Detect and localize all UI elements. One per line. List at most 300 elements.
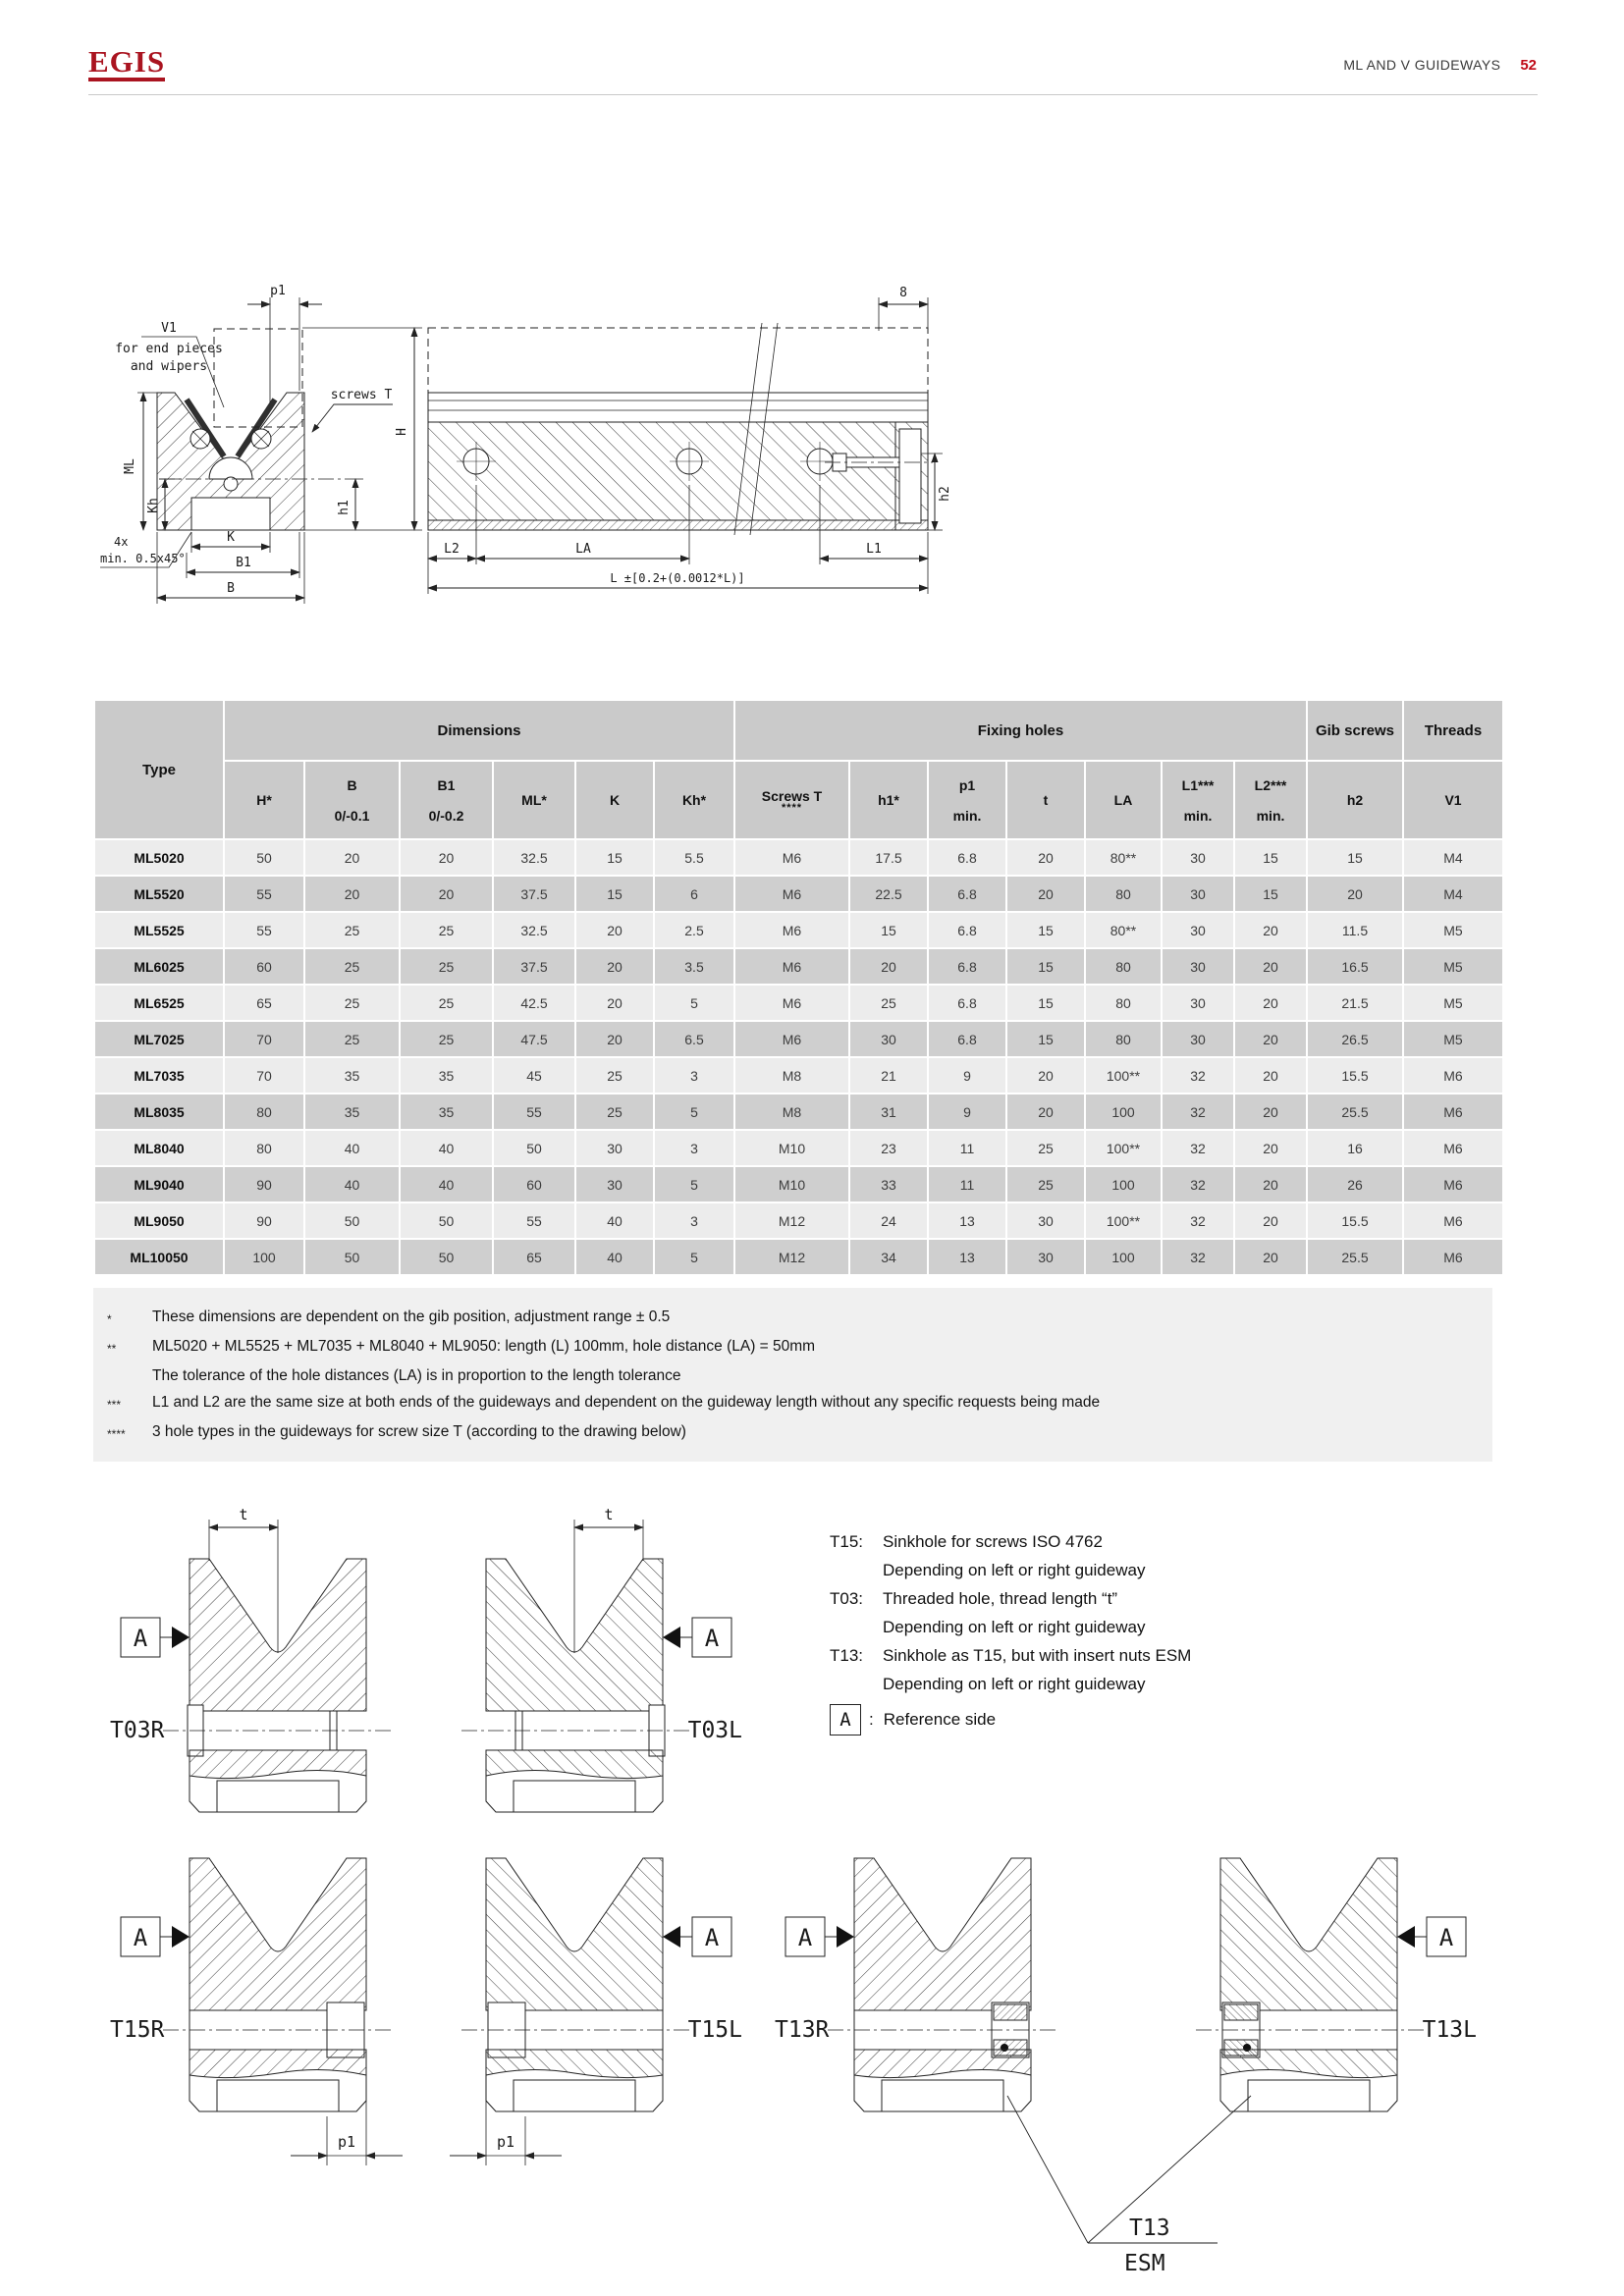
cell: 20 (1235, 913, 1306, 947)
table-row (95, 913, 1502, 947)
chamfer-note-1: 4x (114, 535, 129, 549)
cell: 21 (850, 1058, 927, 1093)
cell: 32 (1163, 1058, 1233, 1093)
cell: 9 (929, 1095, 1005, 1129)
table-row (95, 1095, 1502, 1129)
cell: 32.5 (494, 840, 574, 875)
t13-esm-callout (923, 2081, 1345, 2287)
dim-h1: h1 (337, 500, 352, 515)
vblock-body (189, 1858, 366, 2010)
row-type: ML9050 (95, 1203, 223, 1238)
cell: 15 (1235, 840, 1306, 875)
dim-ml: ML (123, 458, 137, 474)
cell: 5 (655, 1095, 733, 1129)
cell: 15 (1007, 1022, 1084, 1056)
cell: 20 (576, 949, 653, 984)
cell: 32 (1163, 1167, 1233, 1201)
cell: M6 (735, 986, 848, 1020)
cell: 25.5 (1308, 1095, 1402, 1129)
column-header: L2*** min. (1235, 762, 1306, 838)
cell: 100 (1086, 1095, 1161, 1129)
cell: M6 (735, 840, 848, 875)
cell: M5 (1404, 1022, 1502, 1056)
row-type: ML8035 (95, 1095, 223, 1129)
cell: 24 (850, 1203, 927, 1238)
cell: 33 (850, 1167, 927, 1201)
table-row (95, 1022, 1502, 1056)
cell: 40 (576, 1240, 653, 1274)
cell: 30 (1163, 986, 1233, 1020)
reference-letter: A (133, 1924, 148, 1951)
column-header: V1 (1404, 762, 1502, 838)
cell: 5.5 (655, 840, 733, 875)
cell: 25 (576, 1058, 653, 1093)
callout-t13: T13 (1129, 2216, 1170, 2241)
vblock-foot (217, 2080, 339, 2111)
drawing-label: T13L (1422, 2017, 1477, 2043)
table-row (95, 1131, 1502, 1165)
cell: 35 (305, 1095, 399, 1129)
cell: 22.5 (850, 877, 927, 911)
table-row (95, 840, 1502, 875)
cell: 16.5 (1308, 949, 1402, 984)
row-type: ML10050 (95, 1240, 223, 1274)
cell: 42.5 (494, 986, 574, 1020)
dim-l2: L2 (444, 542, 460, 557)
drawing-t03l (412, 1500, 742, 1832)
cell: M6 (735, 913, 848, 947)
cell: M10 (735, 1131, 848, 1165)
cell: 6.8 (929, 1022, 1005, 1056)
reference-arrow-icon (1397, 1926, 1415, 1948)
bottom-strip (428, 520, 928, 530)
cell: 6.8 (929, 986, 1005, 1020)
cell: 30 (1163, 840, 1233, 875)
cell: 70 (225, 1022, 303, 1056)
page-header (1343, 57, 1537, 75)
cell: 100 (1086, 1167, 1161, 1201)
group-header-gib-screws: Gib screws (1308, 701, 1402, 760)
drawing-t03r (110, 1500, 440, 1832)
column-header: h2 (1308, 762, 1402, 838)
label-screws-t: screws T (330, 388, 393, 402)
dim-l1: L1 (866, 542, 882, 557)
cell: M6 (1404, 1058, 1502, 1093)
cell: 6.8 (929, 840, 1005, 875)
cell: 80 (1086, 877, 1161, 911)
cell: 80** (1086, 840, 1161, 875)
group-header-type: Type (95, 701, 223, 838)
row-type: ML9040 (95, 1167, 223, 1201)
row-type: ML5520 (95, 877, 223, 911)
table-row (95, 1203, 1502, 1238)
dashed-top-band (428, 328, 928, 393)
cell: M6 (1404, 1203, 1502, 1238)
vblock-body (854, 1858, 1031, 2010)
column-header: Screws T **** (735, 762, 848, 838)
cell: 30 (1163, 949, 1233, 984)
cell: 50 (401, 1240, 492, 1274)
table-row (95, 949, 1502, 984)
column-header: t (1007, 762, 1084, 838)
cell: 55 (494, 1203, 574, 1238)
cell: 34 (850, 1240, 927, 1274)
cell: 20 (401, 840, 492, 875)
dim-b1: B1 (236, 556, 251, 570)
cell: 50 (494, 1131, 574, 1165)
label-v1: V1 (161, 321, 177, 336)
cell: M8 (735, 1095, 848, 1129)
cell: 15 (576, 840, 653, 875)
cell: 25 (1007, 1131, 1084, 1165)
cell: M12 (735, 1240, 848, 1274)
row-type: ML5020 (95, 840, 223, 875)
note-t15-sub: Depending on left or right guideway (883, 1561, 1146, 1579)
row-type: ML5525 (95, 913, 223, 947)
footnote-row (107, 1418, 1492, 1448)
reference-arrow-icon (172, 1627, 189, 1648)
cell: 20 (1007, 877, 1084, 911)
cell: 20 (1007, 1058, 1084, 1093)
cell: 20 (1235, 1167, 1306, 1201)
cell: 25 (401, 913, 492, 947)
dim-label-p1: p1 (496, 2133, 515, 2151)
reference-arrow-icon (663, 1926, 680, 1948)
table-row (95, 1058, 1502, 1093)
note-t15: T15: Sinkhole for screws ISO 4762 (830, 1532, 1103, 1551)
footnote-marker: ** (107, 1342, 117, 1356)
column-header: K (576, 762, 653, 838)
cell: 26 (1308, 1167, 1402, 1201)
row-type: ML8040 (95, 1131, 223, 1165)
drawing-t15l (412, 1843, 742, 2182)
cell: 40 (401, 1131, 492, 1165)
drawing-label: T03L (687, 1718, 742, 1743)
cell: 55 (494, 1095, 574, 1129)
cell: 25 (401, 1022, 492, 1056)
cell: 80 (1086, 949, 1161, 984)
drawing-label: T13R (775, 2017, 830, 2043)
side-view (428, 286, 952, 594)
cell: M4 (1404, 840, 1502, 875)
note-t13-sub: Depending on left or right guideway (883, 1675, 1146, 1693)
footnote-text: L1 and L2 are the same size at both ends of the guideways and dependent on the guideway length without any specific requests being made (152, 1394, 1101, 1411)
vblock-body (1220, 1858, 1397, 2010)
cell: 30 (1007, 1240, 1084, 1274)
cell: 15 (1007, 913, 1084, 947)
cell: 15.5 (1308, 1203, 1402, 1238)
dim-h2: h2 (938, 486, 952, 502)
cell: 5 (655, 986, 733, 1020)
cell: 20 (1308, 877, 1402, 911)
hatched-body (428, 422, 928, 520)
page-number: 52 (1520, 57, 1537, 74)
drawing-label: T15L (687, 2017, 742, 2043)
cell: 20 (401, 877, 492, 911)
cell: 31 (850, 1095, 927, 1129)
cell: 25 (1007, 1167, 1084, 1201)
cell: M10 (735, 1167, 848, 1201)
table-row (95, 1167, 1502, 1201)
dim-k: K (227, 530, 235, 545)
footnote-row (107, 1362, 1492, 1389)
column-header: L1*** min. (1163, 762, 1233, 838)
cell: 9 (929, 1058, 1005, 1093)
end-piece (899, 429, 921, 523)
cell: 40 (305, 1131, 399, 1165)
dim-p1: p1 (270, 284, 286, 298)
cell: 6.8 (929, 913, 1005, 947)
cell: 60 (225, 949, 303, 984)
cell: 20 (1235, 1240, 1306, 1274)
cell: M6 (1404, 1131, 1502, 1165)
cell: 65 (225, 986, 303, 1020)
cell: 35 (401, 1095, 492, 1129)
cell: 20 (1235, 949, 1306, 984)
cell: 25 (401, 949, 492, 984)
footnote-row (107, 1389, 1492, 1418)
cell: 11 (929, 1167, 1005, 1201)
cell: 100 (225, 1240, 303, 1274)
footnote-marker (107, 1362, 152, 1389)
cell: 40 (576, 1203, 653, 1238)
cell: 55 (225, 913, 303, 947)
reference-arrow-icon (663, 1627, 680, 1648)
cell: 32 (1163, 1240, 1233, 1274)
cell: 40 (401, 1167, 492, 1201)
chamfer-note-2: min. 0.5x45° (100, 552, 186, 565)
cell: M4 (1404, 877, 1502, 911)
cell: 17.5 (850, 840, 927, 875)
column-header: B 0/-0.1 (305, 762, 399, 838)
cell: 90 (225, 1167, 303, 1201)
reference-letter: A (797, 1924, 813, 1951)
label-v1-note1: for end pieces (115, 342, 223, 356)
cell: 5 (655, 1240, 733, 1274)
drawing-t15r (110, 1843, 440, 2182)
hole-type-notes (830, 1527, 1191, 1735)
cell: M6 (735, 949, 848, 984)
dim-label-t: t (604, 1506, 614, 1523)
cell: 26.5 (1308, 1022, 1402, 1056)
cell: 15 (576, 877, 653, 911)
vblock-body (486, 1858, 663, 2010)
note-reference-side: A : Reference side (830, 1704, 1191, 1735)
column-header: LA (1086, 762, 1161, 838)
cell: M6 (1404, 1167, 1502, 1201)
cell: 30 (576, 1131, 653, 1165)
cell: 3 (655, 1131, 733, 1165)
cell: 15 (1235, 877, 1306, 911)
footnote-marker: *** (107, 1398, 122, 1412)
dim-kh: Kh (146, 498, 161, 513)
cell: 11.5 (1308, 913, 1402, 947)
cross-section-view (100, 284, 422, 604)
cell: 20 (1235, 1095, 1306, 1129)
cell: 20 (576, 913, 653, 947)
cell: 100** (1086, 1131, 1161, 1165)
dim-label-t: t (239, 1506, 248, 1523)
cell: 13 (929, 1240, 1005, 1274)
column-header: Kh* (655, 762, 733, 838)
cell: 40 (305, 1167, 399, 1201)
dim-la: LA (575, 542, 591, 557)
egis-logo: EGIS (88, 47, 165, 81)
cell: 21.5 (1308, 986, 1402, 1020)
cell: 20 (850, 949, 927, 984)
cell: 30 (1163, 1022, 1233, 1056)
cell: 20 (1235, 1203, 1306, 1238)
cell: 100** (1086, 1203, 1161, 1238)
spec-table (93, 699, 1504, 1276)
cell: 20 (1007, 1095, 1084, 1129)
cell: 25.5 (1308, 1240, 1402, 1274)
cell: 80 (225, 1131, 303, 1165)
header-divider (88, 94, 1538, 95)
reference-letter: A (133, 1625, 148, 1652)
cell: M6 (735, 1022, 848, 1056)
footnote-text: ML5020 + ML5525 + ML7035 + ML8040 + ML9050: length (L) 100mm, hole distance (LA) = 50mm (152, 1338, 816, 1355)
cell: M5 (1404, 949, 1502, 984)
cell: 50 (401, 1203, 492, 1238)
cell: 100 (1086, 1240, 1161, 1274)
vblock-foot (217, 1781, 339, 1812)
column-header: p1 min. (929, 762, 1005, 838)
cell: 25 (305, 949, 399, 984)
group-header-threads: Threads (1404, 701, 1502, 760)
cell: 20 (305, 840, 399, 875)
dim-l-formula: L ±[0.2+(0.0012*L)] (610, 571, 745, 585)
cell: 30 (576, 1167, 653, 1201)
callout-esm: ESM (1124, 2251, 1165, 2276)
cell: 60 (494, 1167, 574, 1201)
reference-box-icon: A (830, 1704, 861, 1735)
cell: 25 (401, 986, 492, 1020)
footnotes (93, 1288, 1492, 1462)
cell: 80 (1086, 1022, 1161, 1056)
group-header-dimensions: Dimensions (225, 701, 733, 760)
cell: 6.8 (929, 877, 1005, 911)
cell: 30 (1163, 877, 1233, 911)
cell: 25 (850, 986, 927, 1020)
cell: 20 (1235, 986, 1306, 1020)
cell: 23 (850, 1131, 927, 1165)
row-type: ML6025 (95, 949, 223, 984)
footnote-text: 3 hole types in the guideways for screw size T (according to the drawing below) (152, 1423, 686, 1440)
footnote-marker: * (107, 1312, 112, 1326)
cell: 100** (1086, 1058, 1161, 1093)
cell: 3.5 (655, 949, 733, 984)
table-row (95, 877, 1502, 911)
cell: 30 (1007, 1203, 1084, 1238)
cell: 25 (305, 986, 399, 1020)
cell: 15 (850, 913, 927, 947)
drawing-label: T15R (110, 2017, 165, 2043)
cell: 6.8 (929, 949, 1005, 984)
column-header: h1* (850, 762, 927, 838)
reference-arrow-icon (837, 1926, 854, 1948)
cell: 13 (929, 1203, 1005, 1238)
cell: 80 (1086, 986, 1161, 1020)
cell: 45 (494, 1058, 574, 1093)
row-type: ML7035 (95, 1058, 223, 1093)
cell: M5 (1404, 986, 1502, 1020)
footnote-marker: **** (107, 1427, 126, 1441)
cell: M12 (735, 1203, 848, 1238)
cell: 80 (225, 1095, 303, 1129)
vblock-foot (514, 2080, 635, 2111)
cell: M6 (1404, 1095, 1502, 1129)
cell: 37.5 (494, 877, 574, 911)
cell: M5 (1404, 913, 1502, 947)
cell: 25 (305, 1022, 399, 1056)
note-t03-sub: Depending on left or right guideway (883, 1618, 1146, 1636)
dim-8: 8 (899, 286, 907, 300)
cell: 20 (1235, 1022, 1306, 1056)
column-header: B1 0/-0.2 (401, 762, 492, 838)
cell: 5 (655, 1167, 733, 1201)
reference-arrow-icon (172, 1926, 189, 1948)
cell: 20 (1235, 1131, 1306, 1165)
cell: 70 (225, 1058, 303, 1093)
cell: 25 (305, 913, 399, 947)
cell: 50 (305, 1240, 399, 1274)
cell: 65 (494, 1240, 574, 1274)
cell: M6 (735, 877, 848, 911)
cell: 6.5 (655, 1022, 733, 1056)
cell: 90 (225, 1203, 303, 1238)
guideway-technical-drawing (98, 182, 982, 623)
reference-letter: A (704, 1625, 720, 1652)
column-header: ML* (494, 762, 574, 838)
cell: 50 (305, 1203, 399, 1238)
dim-label-p1: p1 (337, 2133, 356, 2151)
cell: 80** (1086, 913, 1161, 947)
note-t13: T13: Sinkhole as T15, but with insert nuts ESM (830, 1646, 1192, 1665)
row-type: ML6525 (95, 986, 223, 1020)
cell: 25 (576, 1095, 653, 1129)
table-body (95, 840, 1502, 1274)
cell: 20 (1235, 1058, 1306, 1093)
cell: 30 (850, 1022, 927, 1056)
column-header: H* (225, 762, 303, 838)
cell: 3 (655, 1203, 733, 1238)
cell: 32.5 (494, 913, 574, 947)
label-v1-note2: and wipers (130, 359, 208, 374)
cell: 20 (576, 1022, 653, 1056)
cell: 16 (1308, 1131, 1402, 1165)
footnote-row (107, 1304, 1492, 1333)
cell: 20 (305, 877, 399, 911)
cell: 32 (1163, 1203, 1233, 1238)
cell: 15.5 (1308, 1058, 1402, 1093)
cell: 20 (1007, 840, 1084, 875)
cell: 3 (655, 1058, 733, 1093)
cell: 30 (1163, 913, 1233, 947)
cell: 47.5 (494, 1022, 574, 1056)
cell: 2.5 (655, 913, 733, 947)
cell: 55 (225, 877, 303, 911)
cell: 11 (929, 1131, 1005, 1165)
table-row (95, 986, 1502, 1020)
cell: 6 (655, 877, 733, 911)
cell: 15 (1308, 840, 1402, 875)
footnote-row (107, 1333, 1492, 1362)
cell: 20 (576, 986, 653, 1020)
cell: 15 (1007, 986, 1084, 1020)
reference-letter: A (704, 1924, 720, 1951)
cell: 37.5 (494, 949, 574, 984)
